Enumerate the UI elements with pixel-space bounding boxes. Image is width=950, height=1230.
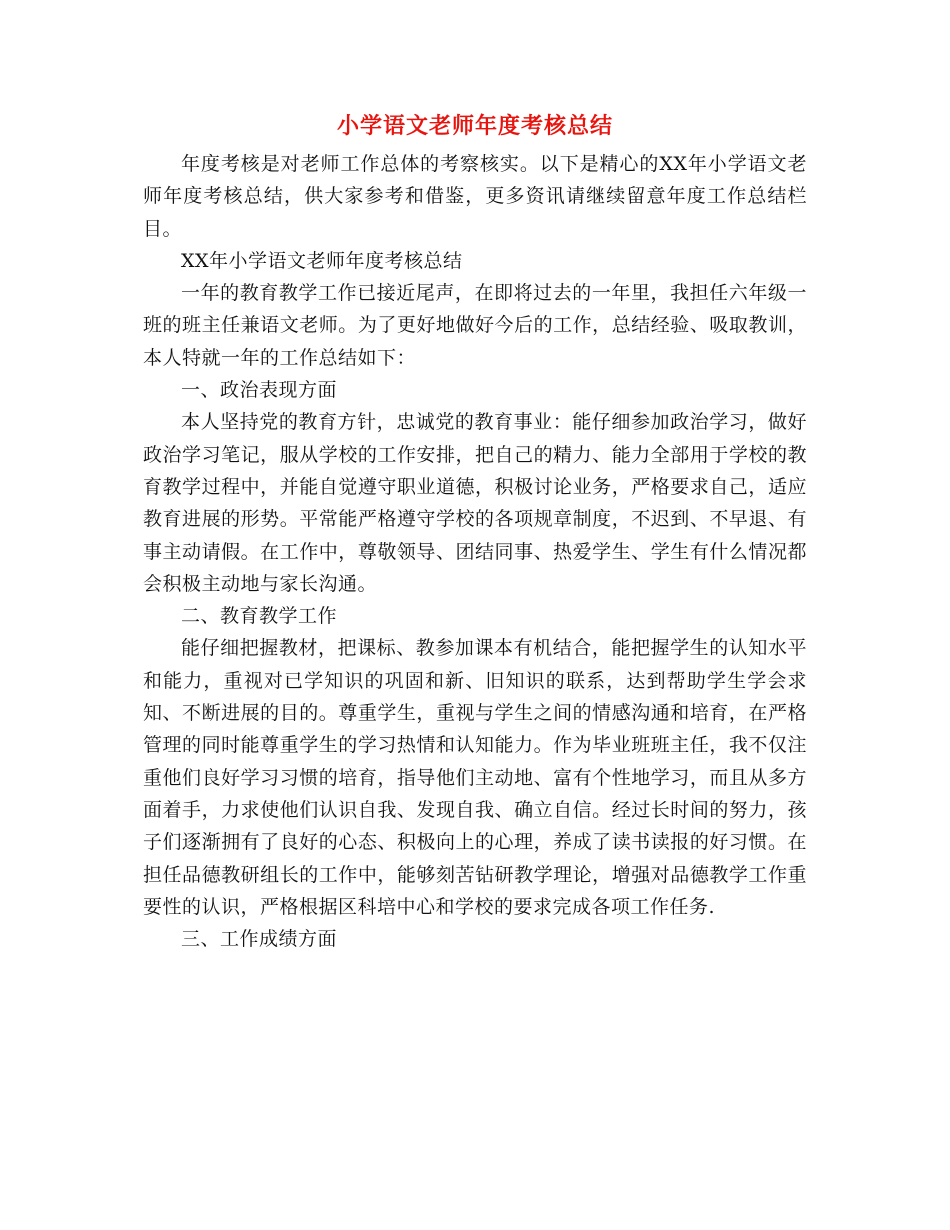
document-page [143, 108, 807, 955]
subtitle-paragraph: XX年小学语文老师年度考核总结 [181, 249, 463, 272]
document-title: 小学语文老师年度考核总结 [336, 113, 613, 139]
opening-paragraph: 一年的教育教学工作已接近尾声，在即将过去的一年里，我担任六年级一班的班主任兼语文老师。为了更好地做好今后的工作，总结经验、吸取教训，本人特就一年的工作总结如下： [143, 282, 807, 369]
section-heading-political: 一、政治表现方面 [181, 379, 338, 402]
intro-paragraph: 年度考核是对老师工作总体的考察核实。以下是精心的XX年小学语文老师年度考核总结，供大家参考和借鉴，更多资讯请继续留意年度工作总结栏目。 [143, 153, 807, 240]
teaching-paragraph: 能仔细把握教材，把课标、教参加课本有机结合，能把握学生的认知水平和能力，重视对已学知识的巩固和新、旧知识的联系，达到帮助学生学会求知、不断进展的目的。尊重学生，重视与学生之间的情感沟通和培育，在严格管理的同时能尊重学生的学习热情和认知能力。作为毕业班班主任，我不仅注重他们良好学习习惯的培育，指导他们主动地、富有个性地学习，而且从多方面着手，力求使他们认识自我、发现自我、确立自信。经过长时间的努力，孩子们逐渐拥有了良好的心态、积极向上的心理，养成了读书读报的好习惯。在担任品德教研组长的工作中，能够刻苦钻研教学理论，增强对品德教学工作重要性的认识，严格根据区科培中心和学校的要求完成各项工作任务. [143, 637, 807, 918]
political-paragraph: 本人坚持党的教育方针，忠诚党的教育事业：能仔细参加政治学习，做好政治学习笔记，服从学校的工作安排，把自己的精力、能力全部用于学校的教育教学过程中，并能自觉遵守职业道德，积极讨论业务，严格要求自己，适应教育进展的形势。平常能严格遵守学校的各项规章制度，不迟到、不早退、有事主动请假。在工作中，尊敬领导、团结同事、热爱学生、学生有什么情况都会积极主动地与家长沟通。 [143, 411, 807, 595]
section-heading-achievements: 三、工作成绩方面 [181, 928, 338, 951]
section-heading-teaching: 二、教育教学工作 [181, 605, 338, 628]
